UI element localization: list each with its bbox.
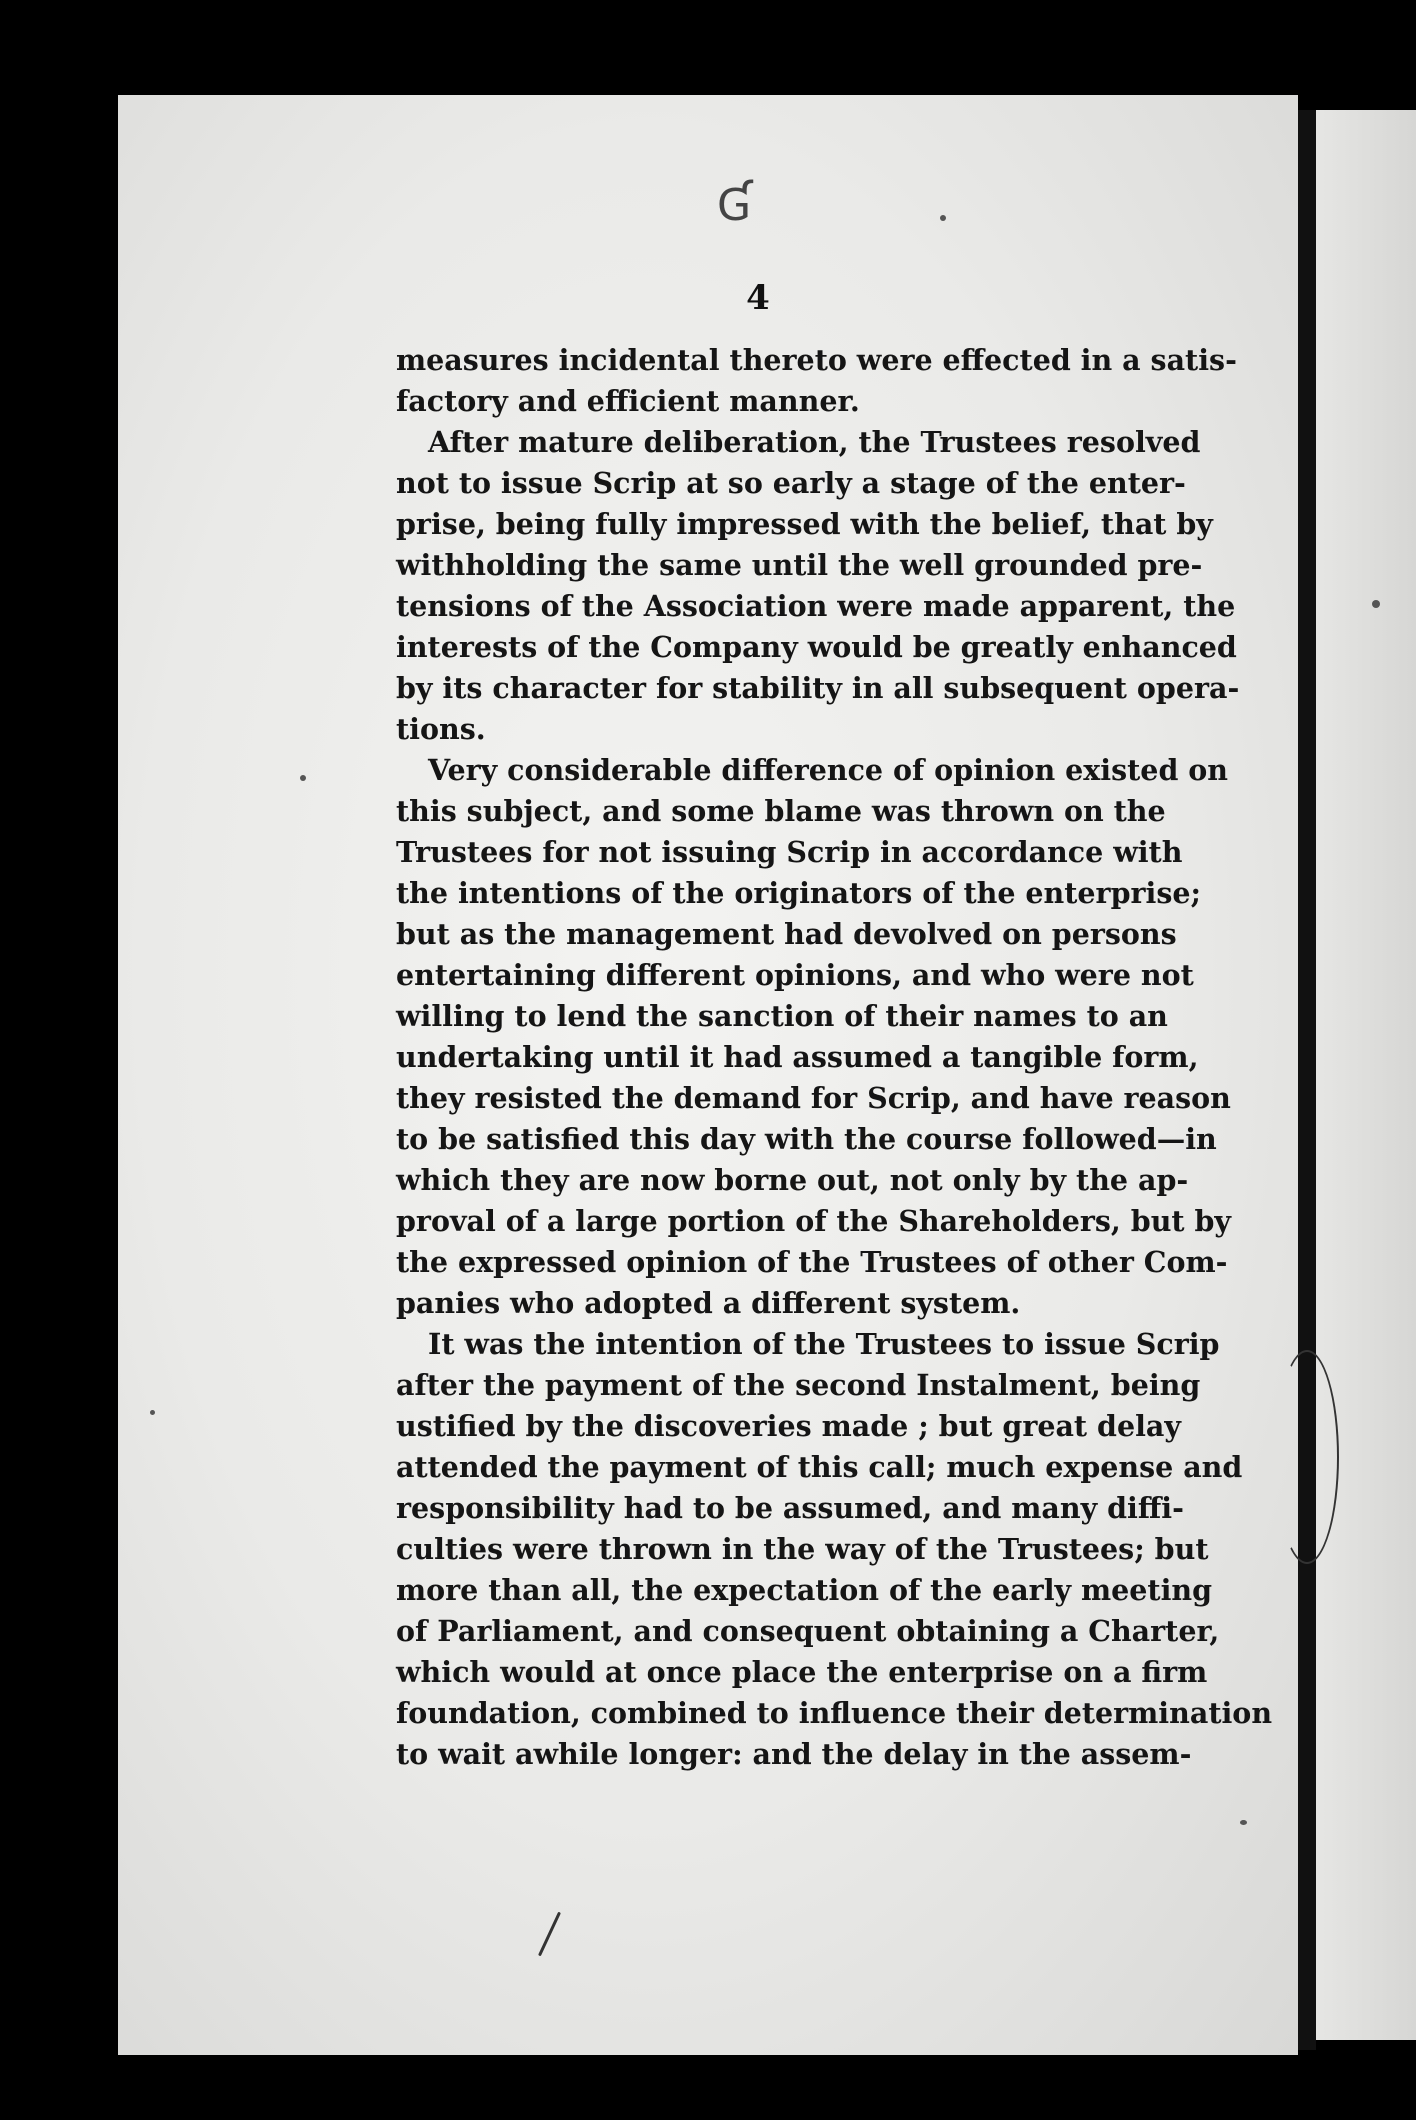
text-line: proval of a large portion of the Shareholders, but by [396, 1204, 1231, 1238]
text-line: of Parliament, and consequent obtaining a Charter, [396, 1614, 1220, 1648]
text-line: to be satisfied this day with the course followed—in [396, 1122, 1217, 1156]
text-line: willing to lend the sanction of their names to an [396, 999, 1168, 1033]
text-line: more than all, the expectation of the early meeting [396, 1573, 1213, 1607]
scan-speck [1372, 600, 1380, 608]
text-line: entertaining different opinions, and who were not [396, 958, 1194, 992]
text-line: the expressed opinion of the Trustees of other Com- [396, 1245, 1228, 1279]
text-line: not to issue Scrip at so early a stage of the enter- [396, 466, 1186, 500]
text-line: undertaking until it had assumed a tangible form, [396, 1040, 1199, 1074]
page-number: 4 [746, 278, 770, 318]
text-line: they resisted the demand for Scrip, and have reason [396, 1081, 1231, 1115]
text-line: panies who adopted a different system. [396, 1286, 1021, 1320]
text-line: foundation, combined to influence their determination [396, 1696, 1273, 1730]
text-line: It was the intention of the Trustees to issue Scrip [428, 1327, 1220, 1361]
text-line: tensions of the Association were made apparent, the [396, 589, 1236, 623]
text-line: the intentions of the originators of the enterprise; [396, 876, 1202, 910]
margin-pencil-mark [1275, 1350, 1339, 1564]
text-line: to wait awhile longer: and the delay in the assem- [396, 1737, 1192, 1771]
handwritten-mark: Ɠ [717, 180, 752, 231]
body-text [396, 340, 1273, 1775]
text-line: culties were thrown in the way of the Trustees; but [396, 1532, 1209, 1566]
text-line: tions. [396, 712, 486, 746]
scan-speck [300, 775, 306, 781]
text-line: withholding the same until the well grounded pre- [396, 548, 1203, 582]
adjacent-page-edge [1316, 110, 1416, 2040]
text-line: which they are now borne out, not only by the ap- [396, 1163, 1189, 1197]
text-line: which would at once place the enterprise on a firm [396, 1655, 1208, 1689]
text-line: this subject, and some blame was thrown on the [396, 794, 1166, 828]
text-line: factory and efficient manner. [396, 384, 860, 418]
text-line: after the payment of the second Instalment, being [396, 1368, 1201, 1402]
text-line: by its character for stability in all subsequent opera- [396, 671, 1240, 705]
text-line: Very considerable difference of opinion existed on [428, 753, 1229, 787]
text-line: ustified by the discoveries made ; but great delay [396, 1409, 1181, 1443]
text-line: prise, being fully impressed with the belief, that by [396, 507, 1213, 541]
text-line: interests of the Company would be greatly enhanced [396, 630, 1237, 664]
page-gutter-shadow [1298, 110, 1316, 2050]
text-line: After mature deliberation, the Trustees resolved [428, 425, 1201, 459]
text-line: measures incidental thereto were effected in a satis- [396, 343, 1237, 377]
scan-speck [150, 1410, 155, 1415]
scan-speck [940, 215, 946, 221]
scan-speck [1240, 1820, 1247, 1825]
text-line: Trustees for not issuing Scrip in accordance with [396, 835, 1183, 869]
text-line: responsibility had to be assumed, and many diffi- [396, 1491, 1184, 1525]
text-line: attended the payment of this call; much expense and [396, 1450, 1243, 1484]
text-line: but as the management had devolved on persons [396, 917, 1177, 951]
